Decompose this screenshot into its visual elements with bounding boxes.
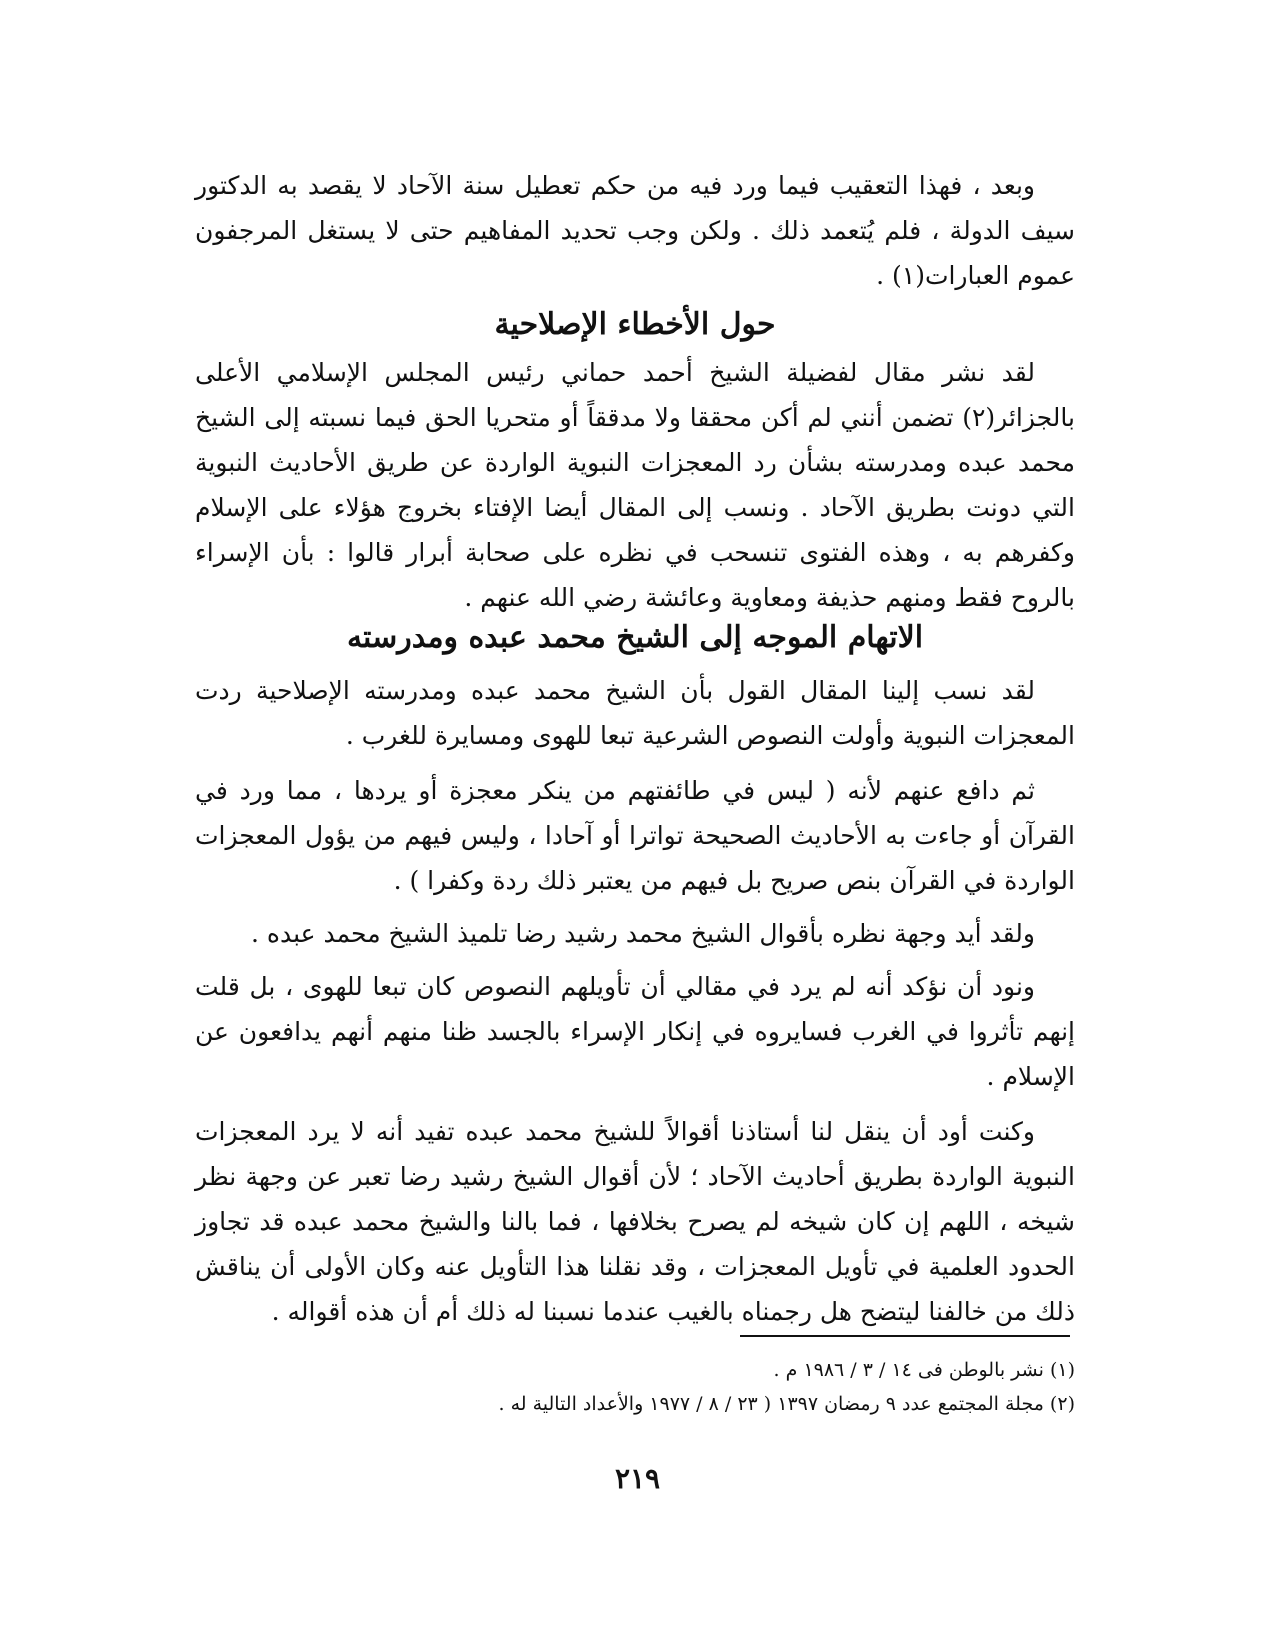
section-heading-accusation: الاتهام الموجه إلى الشيخ محمد عبده ومدرسته [346,620,924,655]
footnote-2: (٢) مجلة المجتمع عدد ٩ رمضان ١٣٩٧ ( ٢٣ / ٨ / ١٩٧٧ والأعداد التالية له . [498,1393,1075,1415]
section2-paragraph-1: لقد نسب إلينا المقال القول بأن الشيخ محمد عبده ومدرسته الإصلاحية ردت المعجزات النبوية وأولت النصوص الشرعية تبعا للهوى ومسايرة للغرب . [195,676,1075,750]
page-number: ٢١٩ [614,1462,661,1495]
section2-paragraph-4: ونود أن نؤكد أنه لم يرد في مقالي أن تأويلهم النصوص كان تبعا للهوى ، بل قلت إنهم تأثروا في الغرب فسايروه في إنكار الإسراء بالجسد ظنا منهم أنهم يدافعون عن الإسلام . [195,972,1075,1091]
section-heading-reform-errors: حول الأخطاء الإصلاحية [494,307,776,342]
section1-block [195,350,1075,620]
section2-paragraph-5: وكنت أود أن ينقل لنا أستاذنا أقوالاً للشيخ محمد عبده تفيد أنه لا يرد المعجزات النبوية الواردة بطريق أحاديث الآحاد ؛ لأن أقوال الشيخ رشيد رضا تعبر عن وجهة نظر شيخه ، اللهم إن كان شيخه لم يصرح بخلافها ، فما بالنا والشيخ محمد عبده قد تجاوز الحدود العلمية في تأويل المعجزات ، وقد نقلنا هذا التأويل عنه وكان الأولى أن يناقش ذلك من خالفنا ليتضح هل رجمناه بالغيب عندما نسبنا له ذلك أم أن هذه أقواله . [195,1117,1075,1326]
intro-block [195,163,1075,298]
footnotes [195,1353,1075,1421]
footnote-1: (١) نشر بالوطن فى ١٤ / ٣ / ١٩٨٦ م . [773,1359,1075,1381]
section2-block [195,668,1075,1334]
footnote-separator [740,1335,1070,1337]
section1-paragraph: لقد نشر مقال لفضيلة الشيخ أحمد حماني رئيس المجلس الإسلامي الأعلى بالجزائر(٢) تضمن أنني لم أكن محققا ولا مدققاً أو متحريا الحق فيما نسبته إلى الشيخ محمد عبده ومدرسته بشأن رد المعجزات النبوية الواردة عن طريق الأحاديث النبوية التي دونت بطريق الآحاد . ونسب إلى المقال أيضا الإفتاء بخروج هؤلاء على الإسلام وكفرهم به ، وهذه الفتوى تنسحب في نظره على صحابة أبرار قالوا : بأن الإسراء بالروح فقط ومنهم حذيفة ومعاوية وعائشة رضي الله عنهم . [195,358,1075,612]
section2-paragraph-3: ولقد أيد وجهة نظره بأقوال الشيخ محمد رشيد رضا تلميذ الشيخ محمد عبده . [250,919,1035,948]
intro-paragraph: وبعد ، فهذا التعقيب فيما ورد فيه من حكم تعطيل سنة الآحاد لا يقصد به الدكتور سيف الدولة ، فلم يُتعمد ذلك . ولكن وجب تحديد المفاهيم حتى لا يستغل المرجفون عموم العبارات(١) . [195,171,1075,290]
section2-paragraph-2: ثم دافع عنهم لأنه ( ليس في طائفتهم من ينكر معجزة أو يردها ، مما ورد في القرآن أو جاءت به الأحاديث الصحيحة تواترا أو آحادا ، وليس فيهم من يؤول المعجزات الواردة في القرآن بنص صريح بل فيهم من يعتبر ذلك ردة وكفرا ) . [195,776,1075,895]
